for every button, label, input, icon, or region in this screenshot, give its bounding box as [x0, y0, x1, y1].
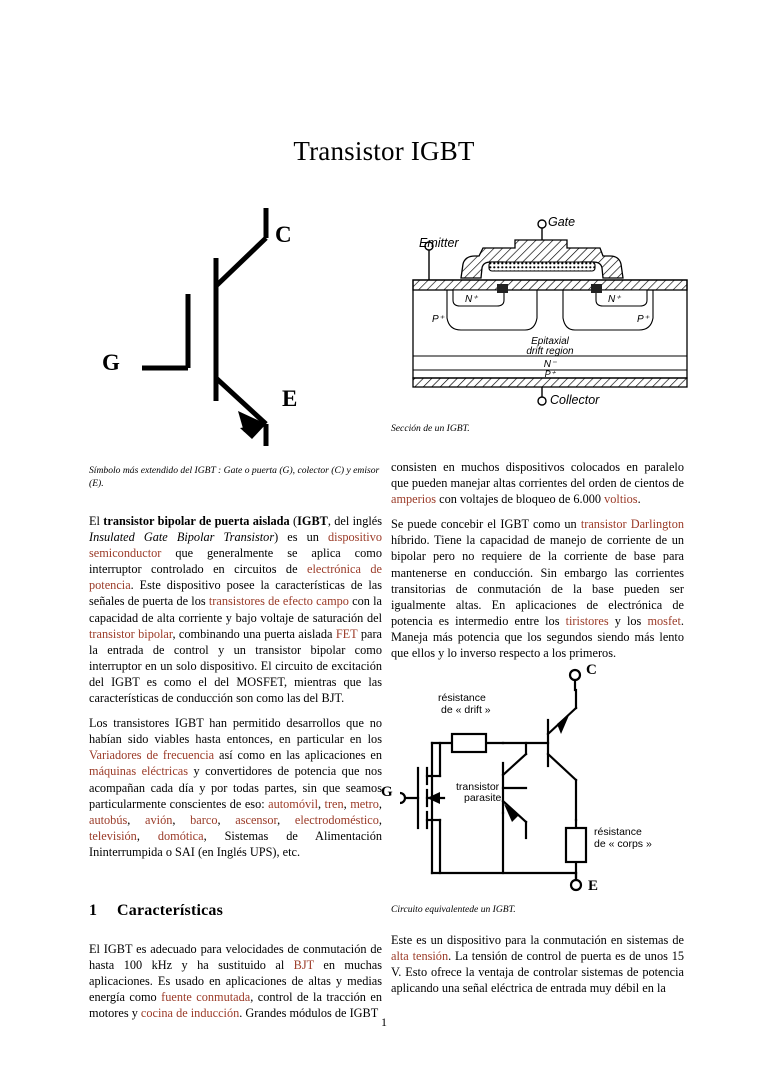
circuit-label-body-resistance-line2: de « corps »: [594, 838, 652, 850]
figure-igbt-cross-section: [405, 215, 695, 413]
link-voltios[interactable]: voltios: [604, 492, 638, 507]
section-label-n-plus-right: N⁺: [608, 294, 621, 305]
section-label-p-plus-bottom: P⁺: [544, 369, 556, 379]
caption-equivalent-circuit-wrap: [391, 903, 684, 916]
text-run: en muchas aplicaciones. Es usado en aplicaciones de altas y medias energía como: [89, 958, 382, 1005]
section-label-collector: Collector: [550, 393, 600, 407]
link-transistor-darlington[interactable]: transistor Darlington: [580, 517, 684, 532]
link-autobus[interactable]: autobús: [89, 812, 128, 827]
link-fet[interactable]: FET: [335, 626, 358, 641]
caption-equivalent-circuit: Circuito equivalentede un IGBT.: [391, 904, 516, 915]
link-electronica-de-potencia[interactable]: electrónica de potencia: [89, 562, 382, 593]
link-bjt[interactable]: BJT: [293, 958, 314, 973]
caption-text-2: y emisor (E).: [89, 465, 380, 489]
text-run: que generalmente se aplica como interruptor controlado en circuitos de: [89, 546, 382, 577]
circuit-label-parasite-line1: transistor: [456, 781, 500, 793]
text-run: . Este dispositivo posee la características de las señales de puerta de los: [89, 578, 382, 609]
text-run: y los: [608, 613, 648, 628]
text-run: . Maneja más potencia que los segundos siendo más lento que ellos y lo inverso respecto a los primeros.: [391, 613, 684, 661]
circuit-label-drift-resistance-line2: de « drift »: [441, 704, 491, 716]
circuit-label-gate: G: [381, 784, 393, 800]
text-run: , combinando una puerta aislada: [172, 626, 336, 641]
text-run: Los transistores IGBT han permitido desarrollos que no habían sido viables hasta entonces, en particular en los: [89, 716, 382, 747]
text-run: con voltajes de bloqueo de 6.000: [436, 492, 605, 507]
text-run: El: [89, 514, 104, 528]
circuit-label-collector: C: [586, 662, 597, 678]
figure-igbt-symbol: [102, 196, 370, 446]
circuit-label-body-resistance-line1: résistance: [594, 826, 642, 838]
caption-text-1: Símbolo más extendido del IGBT : Gate o puerta (G), colector (C): [89, 465, 345, 476]
caption-line: [89, 464, 382, 490]
paragraph-caracteristicas: [89, 941, 382, 1021]
link-mosfet[interactable]: mosfet: [647, 613, 681, 628]
text-run: así como en las aplicaciones en: [214, 748, 383, 763]
text-run: ,: [127, 812, 146, 827]
circuit-label-drift-resistance-line1: résistance: [438, 692, 486, 704]
text-run: consisten en muchos dispositivos colocados en paralelo que pueden manejar altas corrientes del orden de cientos de: [391, 460, 684, 491]
text-run: y convertidores de potencia que nos acompañan cada día y por todas partes, sin que seamos particularmente conscientes de eso:: [89, 764, 382, 811]
link-variadores-de-frecuencia[interactable]: Variadores de frecuencia: [89, 748, 215, 763]
left-column-body: [89, 513, 382, 869]
symbol-label-gate: G: [102, 350, 120, 375]
link-tiristores[interactable]: tiristores: [565, 613, 609, 628]
text-run: híbrido. Tiene la capacidad de manejo de corriente de un bipolar pero no requiere de la corriente de base para mantenerse en conducción. Sin embargo las corrientes transitorias de conmutación de la base pueden ser igualmente altas. En aplicaciones de electrónica de potencia es intermedio entre los: [391, 533, 684, 628]
text-run: ,: [318, 796, 325, 811]
text-run: Se puede concebir el IGBT como un: [391, 517, 581, 532]
section-label-n-plus-left: N⁺: [465, 294, 478, 305]
section-label-emitter: Emitter: [419, 236, 459, 250]
text-run: ,: [136, 828, 158, 843]
link-avion[interactable]: avión: [145, 812, 173, 827]
right-column-body-continued: [391, 932, 684, 1005]
paragraph-applications: [89, 715, 382, 860]
text-run-italic: Insulated Gate Bipolar Transistor: [89, 530, 275, 545]
link-maquinas-electricas[interactable]: máquinas eléctricas: [89, 764, 189, 779]
section-heading-caracteristicas: [89, 902, 382, 920]
section-label-p-plus-right: P⁺: [637, 314, 649, 325]
text-run: ,: [378, 796, 382, 811]
link-electrodomestico[interactable]: electrodoméstico: [294, 812, 379, 827]
link-dispositivo-semiconductor[interactable]: dispositivo semiconductor: [89, 530, 383, 561]
text-run: ,: [343, 796, 351, 811]
link-tren[interactable]: tren: [324, 796, 344, 811]
symbol-label-collector: C: [275, 222, 292, 247]
caption-igbt-section-wrap: [391, 422, 684, 435]
link-cocina-de-induccion[interactable]: cocina de inducción: [140, 1006, 240, 1021]
text-run: (: [289, 514, 298, 528]
text-run-bold: IGBT: [297, 514, 328, 528]
link-automovil[interactable]: automóvil: [268, 796, 318, 811]
paragraph-darlington: [391, 516, 684, 661]
link-alta-tension[interactable]: alta tensión: [391, 949, 449, 964]
link-transistor-bipolar[interactable]: transistor bipolar: [89, 626, 173, 641]
text-run: . Grandes módulos de IGBT: [239, 1006, 379, 1021]
text-run: . La tensión de control de puerta es de unos 15 V. Esto ofrece la ventaja de controlar sistemas de potencia aplicando una señal eléctrica de entrada muy débil en la: [391, 949, 684, 996]
caption-igbt-section: Sección de un IGBT.: [391, 423, 470, 434]
link-metro[interactable]: metro: [350, 796, 379, 811]
text-run-bold: transistor bipolar de puerta aislada: [103, 514, 290, 528]
paragraph-alta-tension: [391, 932, 684, 996]
caption-igbt-symbol: [89, 464, 382, 490]
text-run: ,: [277, 812, 295, 827]
symbol-label-emitter: E: [282, 386, 298, 411]
section-label-epitaxial-1: Epitaxial: [531, 336, 569, 347]
link-transistores-efecto-campo[interactable]: transistores de efecto campo: [208, 594, 349, 609]
link-ascensor[interactable]: ascensor: [235, 812, 278, 827]
link-barco[interactable]: barco: [190, 812, 218, 827]
section-heading-caracteristicas-wrap: [89, 902, 382, 933]
text-run: ) es un: [274, 530, 329, 545]
link-domotica[interactable]: domótica: [157, 828, 204, 843]
circuit-label-parasite-line2: parasite: [464, 792, 502, 804]
text-run: ,: [217, 812, 236, 827]
link-television[interactable]: televisión: [89, 828, 137, 843]
link-fuente-conmutada[interactable]: fuente conmutada: [161, 990, 251, 1005]
page-number: 1: [381, 1015, 387, 1029]
section-label-n-minus: N⁻: [543, 359, 557, 370]
text-run: ,: [172, 812, 191, 827]
text-run: ,: [378, 812, 382, 827]
figure-equivalent-circuit: [381, 662, 652, 898]
right-column-body: [391, 459, 684, 670]
text-run: Este es un dispositivo para la conmutación en sistemas de: [391, 933, 684, 947]
section-label-gate: Gate: [548, 215, 576, 229]
section-label-epitaxial-2: drift region: [526, 346, 574, 357]
text-run: .: [637, 492, 641, 507]
section-number: 1: [89, 902, 98, 919]
circuit-label-emitter: E: [588, 878, 599, 894]
text-run: para la entrada de control y un transistor bipolar como interruptor en un solo dispositivo. El circuito de excitación del IGBT es como el del MOSFET, mientras que las características de conducción son como las del BJT.: [89, 626, 382, 706]
text-run: El IGBT es adecuado para velocidades de conmutación de hasta 100 kHz y ha sustituido al: [89, 942, 382, 973]
section-label-p-plus-left: P⁺: [432, 314, 444, 325]
text-run: , Sistemas de Alimentación Ininterrumpida o SAI (en Inglés UPS), etc.: [89, 828, 382, 859]
text-run: , del inglés: [327, 514, 383, 528]
page-title: Transistor IGBT: [293, 136, 475, 167]
paragraph-intro: [89, 513, 382, 706]
section-title: Características: [117, 902, 224, 919]
text-run: , control de la tracción en motores y: [89, 990, 382, 1021]
text-run: con la capacidad de alta corriente y bajo voltaje de saturación del: [89, 594, 383, 625]
paragraph-parallel-devices: [391, 459, 684, 507]
link-amperios[interactable]: amperios: [391, 492, 437, 507]
